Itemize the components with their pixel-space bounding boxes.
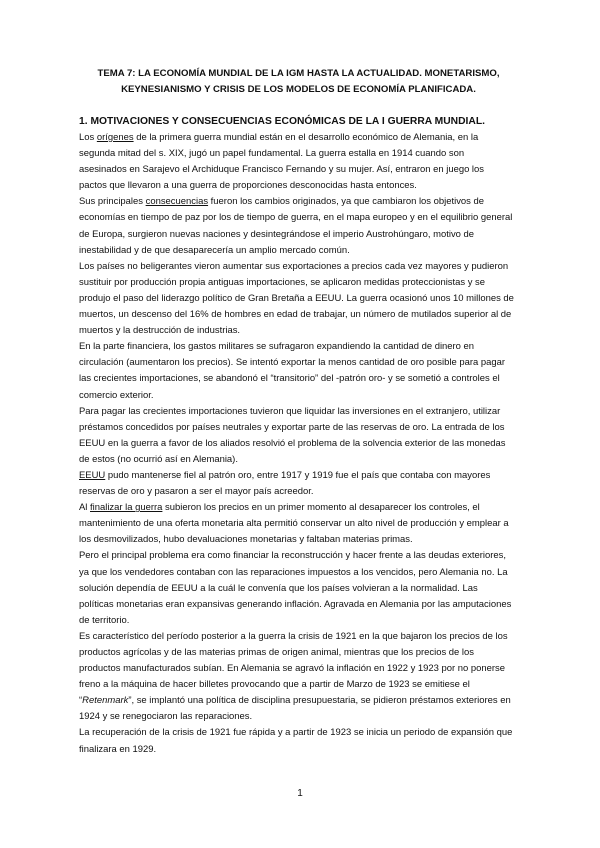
paragraph-text: de la primera guerra mundial están en el desarrollo económico de Alemania, en la segunda mitad del s. XIX, jugó un papel fundamental. La guerra estalla en 1914 cuando son asesinados en Sarajevo el Archiduque Francisco Fernando y su mujer. Así, entraron en juego los pactos que llevaron a una guerra de proporciones desconocidas hasta entonces. [79,132,484,192]
paragraph-text: fueron los cambios originados, ya que cambiaron los objetivos de economías en tiempo de paz por los de tiempo de guerra, en el mapa europeo y en el equilibrio general de Europa, surgieron nuevas naciones y desintegrándose el imperio Austrohúngaro, motivo de inestabilidad y de que desaparecería un amplio mercado común. [79,196,513,256]
paragraph-consequences [79,194,514,258]
paragraph-crisis-1921 [79,629,514,726]
title-line-2: KEYNESIANISMO Y CRISIS DE LOS MODELOS DE ECONOMÍA PLANIFICADA. [121,84,476,95]
underlined-term: consecuencias [145,196,209,208]
paragraph-text: subieron los precios en un primer momento al desaparecer los controles, el mantenimiento de una oferta monetaria alta permitió conservar un alto nivel de producción y emplear a los desmovilizados, hubo devaluaciones monetarias y faltaban materias primas. [79,502,509,546]
paragraph-eeuu [79,468,514,500]
paragraph-imports: Para pagar las crecientes importaciones tuvieron que liquidar las inversiones en el extranjero, utilizar préstamos concedidos por países neutrales y exportar parte de las reservas de oro. La entrada de los EEUU en la guerra a favor de los aliados resolvió el problema de la solvencia exterior de las monedas de estos (no ocurrió así en Alemania). [79,405,506,465]
underlined-term: finalizar la guerra [90,502,163,514]
paragraph-text: Sus principales [79,196,146,208]
section-heading: 1. MOTIVACIONES Y CONSECUENCIAS ECONÓMICAS DE LA I GUERRA MUNDIAL. [79,116,485,127]
paragraph-end-of-war [79,500,514,548]
title-line-1: TEMA 7: LA ECONOMÍA MUNDIAL DE LA IGM HASTA LA ACTUALIDAD. MONETARISMO, [97,68,500,79]
paragraph-reconstruction: Pero el principal problema era como financiar la reconstrucción y hacer frente a las deudas exteriores, ya que los vendedores contaban con las reparaciones impuestos a los vencidos, pero Alemania no. La solución dependía de EEUU a la cuál le convenía que los países volvieran a la normalidad. Las políticas monetarias eran expansivas generando inflación. Agravada en Alemania por las amputaciones de territorio. [79,550,512,626]
paragraph-text: Es característico del período posterior a la guerra la crisis de 1921 en la que bajaron los precios de los productos agrícolas y de las materias primas de origen animal, mientras que los precios de los productos manufacturados subían. En Alemania se agravó la inflación en 1922 y 1923 por no ponerse freno a la máquina de hacer billetes provocando que a partir de Marzo de 1923 se emitiese el “ [79,630,508,707]
paragraph-finance: En la parte financiera, los gastos militares se sufragaron expandiendo la cantidad de dinero en circulación (aumentaron los precios). Se intentó exportar la menos cantidad de oro posible para pagar las crecientes importaciones, se abandonó el “transitorio” del -patrón oro- y se sometió a controles el comercio exterior. [79,341,505,401]
document-title [79,66,514,98]
paragraph-text: Al [79,502,91,514]
paragraph-text: pudo mantenerse fiel al patrón oro, entre 1917 y 1919 fue el país que contaba con mayores reservas de oro y pasaron a ser el mayor país acreedor. [79,469,491,498]
paragraph-recovery: La recuperación de la crisis de 1921 fue rápida y a partir de 1923 se inicia un periodo de expansión que finalizara en 1929. [79,727,513,755]
paragraph-origins [79,130,514,194]
italic-term: Retenmark [82,695,129,707]
underlined-term: EEUU [79,469,106,481]
page-number: 1 [297,788,303,799]
paragraph-text: Los [79,132,97,143]
paragraph-text: ”, se implantó una política de disciplina presupuestaria, se pidieron préstamos exteriores en 1924 y se renegociaron las reparaciones. [79,695,511,723]
underlined-term: orígenes [96,132,134,143]
paragraph-neutral-countries: Los países no beligerantes vieron aumentar sus exportaciones a precios cada vez mayores y pudieron sustituir por producción propia antiguas importaciones, se aplicaron medidas proteccionistas y se produjo el paso del liderazgo político de Gran Bretaña a EEUU. La guerra ocasionó unos 10 millones de muertos, un descenso del 16% de hombres en edad de trabajar, un número de mutilados superior al de muertos y la destrucción de industrias. [79,260,514,337]
